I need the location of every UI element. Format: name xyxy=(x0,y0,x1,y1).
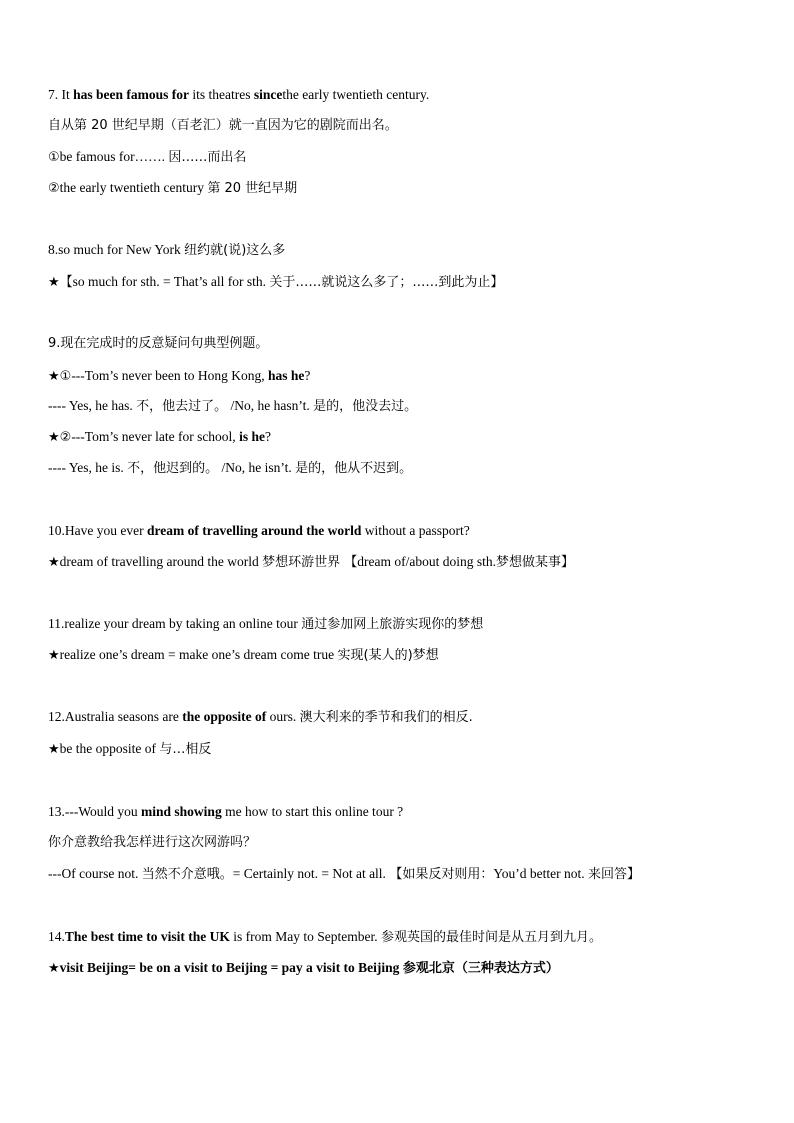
text: 11.realize your dream by taking an online tour xyxy=(48,616,302,631)
text: ---- Yes, he is. xyxy=(48,460,128,475)
text: realize one’s dream = make one’s dream come true xyxy=(59,647,338,662)
text: 梦想环游世界 【 xyxy=(262,555,358,570)
bold-phrase: is he xyxy=(239,429,265,444)
item-7-sentence xyxy=(48,85,429,105)
item-9-answer-2 xyxy=(48,458,412,479)
text: dream of travelling around the world xyxy=(59,554,263,569)
text: me how to start this online tour ? xyxy=(221,804,404,819)
text: the early twentieth century xyxy=(59,180,208,195)
text: /No, he hasn’t. xyxy=(227,398,314,413)
item-13-answer xyxy=(48,864,640,885)
star-marker: ★ xyxy=(48,742,60,757)
text: You’d better not. xyxy=(493,866,588,881)
text: the early twentieth century. xyxy=(282,87,430,102)
text: ---Tom’s never been to Hong Kong, xyxy=(71,368,268,383)
bold-phrase: has been famous for xyxy=(73,87,190,102)
text: /No, he isn’t. xyxy=(218,460,296,475)
text: without a passport? xyxy=(361,523,470,538)
text: ---- Yes, he has. xyxy=(48,398,137,413)
star-marker: ★ xyxy=(48,648,60,663)
star-marker: ★② xyxy=(48,430,72,445)
text: ---Tom’s never late for school, xyxy=(71,429,240,444)
text: 第 20 世纪早期 xyxy=(207,181,298,196)
text: 不，他迟到的。 xyxy=(127,461,219,476)
text: 8.so much for New York xyxy=(48,242,185,257)
text: 7. It xyxy=(48,87,74,102)
bold-phrase: has he xyxy=(267,368,305,383)
text: ? xyxy=(304,368,311,383)
text: 因……而出名 xyxy=(168,150,247,165)
text: 是的，他没去过。 xyxy=(313,399,418,414)
circled-number: ① xyxy=(48,150,60,165)
text: so much for sth. = That’s all for sth. xyxy=(72,274,270,289)
item-9-example-1 xyxy=(48,366,310,387)
item-10-sentence xyxy=(48,521,470,541)
bold-phrase: since xyxy=(253,87,283,102)
text: 是的，他从不迟到。 xyxy=(295,461,413,476)
star-marker: ★ xyxy=(48,961,60,976)
circled-number: ② xyxy=(48,181,60,196)
text: 参观英国的最佳时间是从五月到九月。 xyxy=(380,930,602,945)
text: ---Of course not. xyxy=(48,866,142,881)
text: 澳大利来的季节和我们的相反. xyxy=(299,710,473,725)
text: 与…相反 xyxy=(159,742,212,757)
item-8-sentence xyxy=(48,240,285,261)
text: 不，他去过了。 xyxy=(136,399,228,414)
text: be the opposite of xyxy=(59,741,160,756)
text: 通过参加网上旅游实现你的梦想 xyxy=(301,617,484,632)
bold-phrase: The best time to visit the UK xyxy=(64,929,230,944)
text: 关于……就说这么多了；……到此为止】 xyxy=(269,275,504,290)
bold-phrase: the opposite of xyxy=(182,709,267,724)
item-13-sentence xyxy=(48,802,403,822)
item-9-example-2 xyxy=(48,427,271,448)
item-11-note xyxy=(48,645,439,666)
text: = Certainly not. = Not at all. xyxy=(232,866,390,881)
text: 参观北京（三种表达方式） xyxy=(402,961,559,976)
star-marker: ★ xyxy=(48,555,60,570)
text: ours. xyxy=(266,709,300,724)
item-9-answer-1 xyxy=(48,396,417,417)
item-12-sentence xyxy=(48,707,473,728)
text: 当然不介意哦。 xyxy=(141,867,233,882)
text: 【如果反对则用： xyxy=(389,867,494,882)
item-10-note xyxy=(48,552,574,573)
text: is from May to September. xyxy=(229,929,381,944)
text: 13.---Would you xyxy=(48,804,142,819)
item-7-note-1 xyxy=(48,147,246,168)
item-14-note xyxy=(48,958,559,979)
text: dream of/about doing sth. xyxy=(357,554,496,569)
item-7-note-2 xyxy=(48,178,297,199)
item-14-sentence xyxy=(48,927,602,948)
text: 12.Australia seasons are xyxy=(48,709,183,724)
text: be famous for……. xyxy=(59,149,169,164)
text: visit Beijing= be on a visit to Beijing = pay a visit to Beijing xyxy=(59,960,403,975)
star-marker: ★【 xyxy=(48,275,73,290)
item-11-sentence xyxy=(48,614,483,635)
item-13-translation: 你介意教给我怎样进行这次网游吗？ xyxy=(48,835,257,850)
bold-phrase: dream of travelling around the world xyxy=(146,523,362,538)
text: ? xyxy=(264,429,271,444)
item-7-translation: 自从第 20 世纪早期（百老汇）就一直因为它的剧院而出名。 xyxy=(48,118,398,133)
text: 梦想做某事】 xyxy=(495,555,574,570)
text: 14. xyxy=(48,929,65,944)
item-12-note xyxy=(48,739,211,760)
text: 来回答】 xyxy=(587,867,640,882)
star-marker: ★① xyxy=(48,369,72,384)
text: 纽约就(说)这么多 xyxy=(184,243,286,258)
bold-phrase: mind showing xyxy=(141,804,222,819)
item-8-note xyxy=(48,272,503,293)
text: 实现(某人的)梦想 xyxy=(337,648,439,663)
text: 10.Have you ever xyxy=(48,523,147,538)
text: its theatres xyxy=(189,87,254,102)
item-9-heading: 9.现在完成时的反意疑问句典型例题。 xyxy=(48,336,269,351)
